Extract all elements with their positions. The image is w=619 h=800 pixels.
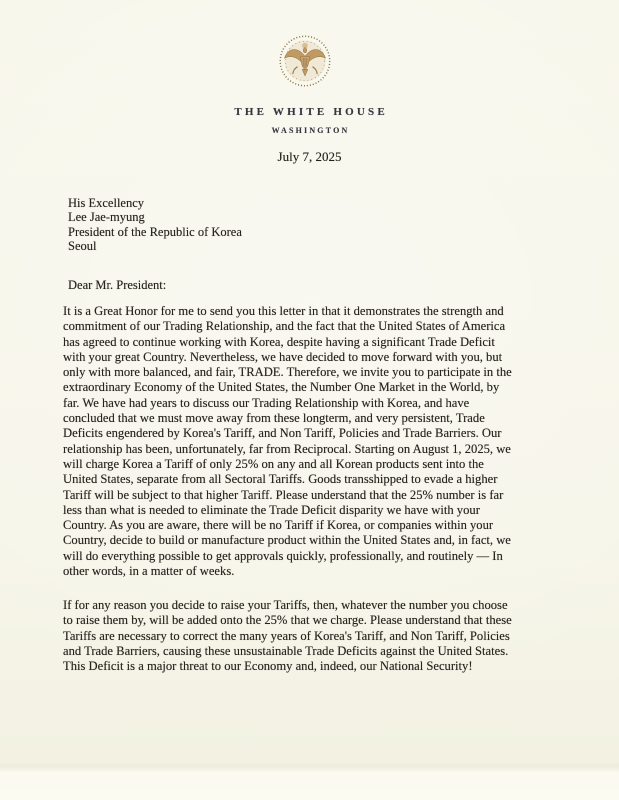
text-line: will charge Korea a Tariff of only 25% on any and all Korean products sent into the — [63, 456, 484, 471]
text-line: United States, separate from all Sectoral Tariffs. Goods transshipped to evade a higher — [63, 472, 498, 487]
text-line: Seoul — [68, 239, 97, 254]
text-line: Country, decide to build or manufacture product within the United States and, in fact, we — [63, 533, 511, 548]
text-line: far. We have had years to discuss our Trading Relationship with Korea, and have — [63, 395, 470, 410]
text-line: Deficits engendered by Korea's Tariff, and Non Tariff, Policies and Trade Barriers. Our — [63, 426, 502, 441]
text-line: to raise them by, will be added onto the 25% that we charge. Please understand that these — [63, 613, 512, 628]
text-line: concluded that we must move away from these longterm, and very persistent, Trade — [63, 411, 485, 426]
text-line: If for any reason you decide to raise your Tariffs, then, whatever the number you choose — [63, 598, 508, 612]
text-line: Tariffs are necessary to correct the many years of Korea's Tariff, and Non Tariff, Policies — [63, 628, 510, 643]
salutation: Dear Mr. President: — [68, 278, 167, 292]
text-line: His Excellency — [68, 196, 145, 210]
text-line: Tariff will be subject to that higher Tariff. Please understand that the 25% number is far — [63, 487, 504, 502]
letterhead-organization: THE WHITE HOUSE — [234, 106, 388, 118]
text-line: and Trade Barriers, causing these unsustainable Trade Deficits against the United States. — [63, 643, 509, 658]
body-paragraph-2 — [63, 598, 512, 674]
text-line: Country. As you are aware, there will be no Tariff if Korea, or companies within your — [63, 518, 494, 533]
letter-date: July 7, 2025 — [277, 149, 342, 164]
text-line: less than what is needed to eliminate the Trade Deficit disparity we have with your — [63, 502, 480, 517]
text-line: Lee Jae-myung — [68, 210, 145, 225]
text-line: has agreed to continue working with Korea, despite having a significant Trade Deficit — [63, 334, 495, 349]
letterhead-city: WASHINGTON — [271, 126, 350, 135]
presidential-seal-icon — [277, 33, 333, 89]
text-line: commitment of our Trading Relationship, and the fact that the United States of America — [63, 319, 506, 334]
text-line: will do everything possible to get approvals quickly, professionally, and routinely — In — [63, 548, 503, 563]
recipient-address-block — [68, 196, 242, 254]
text-line: extraordinary Economy of the United States, the Number One Market in the World, by — [63, 380, 500, 395]
body-paragraph-1 — [63, 304, 512, 579]
text-line: other words, in a matter of weeks. — [63, 564, 235, 579]
text-line: relationship has been, unfortunately, far from Reciprocal. Starting on August 1, 2025, we — [63, 441, 511, 456]
text-line: President of the Republic of Korea — [68, 224, 242, 239]
text-line: with your great Country. Nevertheless, we have decided to move forward with you, but — [63, 349, 503, 364]
text-line: It is a Great Honor for me to send you this letter in that it demonstrates the strength and — [63, 304, 504, 318]
text-line: This Deficit is a major threat to our Economy and, indeed, our National Security! — [63, 659, 473, 674]
text-line: only with more balanced, and fair, TRADE. Therefore, we invite you to participate in the — [63, 365, 512, 380]
